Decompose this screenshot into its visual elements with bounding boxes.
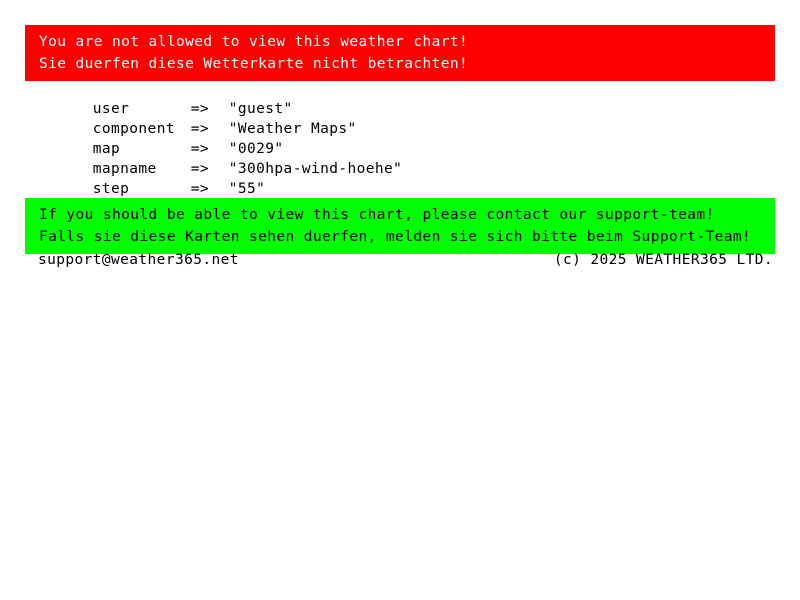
- parameter-arrow: =>: [190, 121, 210, 137]
- parameter-arrow: =>: [190, 101, 210, 117]
- parameter-list: [38, 79, 403, 197]
- parameter-arrow: =>: [190, 161, 210, 177]
- parameter-key: mapname: [92, 161, 157, 177]
- copyright-text: (c) 2025 WEATHER365 LTD.: [553, 252, 773, 268]
- parameter-arrow: =>: [190, 141, 210, 157]
- parameter-key: user: [92, 101, 130, 117]
- info-banner: [25, 198, 775, 254]
- info-banner-line-de: Falls sie diese Karten sehen duerfen, melden sie sich bitte beim Support-Team!: [39, 229, 752, 245]
- footer: [38, 250, 773, 270]
- parameter-value: "300hpa-wind-hoehe": [228, 161, 403, 177]
- parameter-value: "55": [228, 181, 266, 197]
- support-email-link[interactable]: support@weather365.net: [38, 252, 239, 268]
- error-banner-line-en: You are not allowed to view this weather chart!: [39, 34, 469, 50]
- parameter-key: component: [92, 121, 175, 137]
- info-banner-line-en: If you should be able to view this chart, please contact our support-team!: [39, 207, 715, 223]
- error-banner: [25, 25, 775, 81]
- parameter-arrow: =>: [190, 181, 210, 197]
- parameter-value: "0029": [228, 141, 284, 157]
- parameter-row-user: [38, 79, 402, 117]
- parameter-key: step: [92, 181, 130, 197]
- error-banner-line-de: Sie duerfen diese Wetterkarte nicht betrachten!: [39, 56, 469, 72]
- parameter-value: "Weather Maps": [228, 121, 357, 137]
- parameter-value: "guest": [228, 101, 293, 117]
- parameter-key: map: [92, 141, 121, 157]
